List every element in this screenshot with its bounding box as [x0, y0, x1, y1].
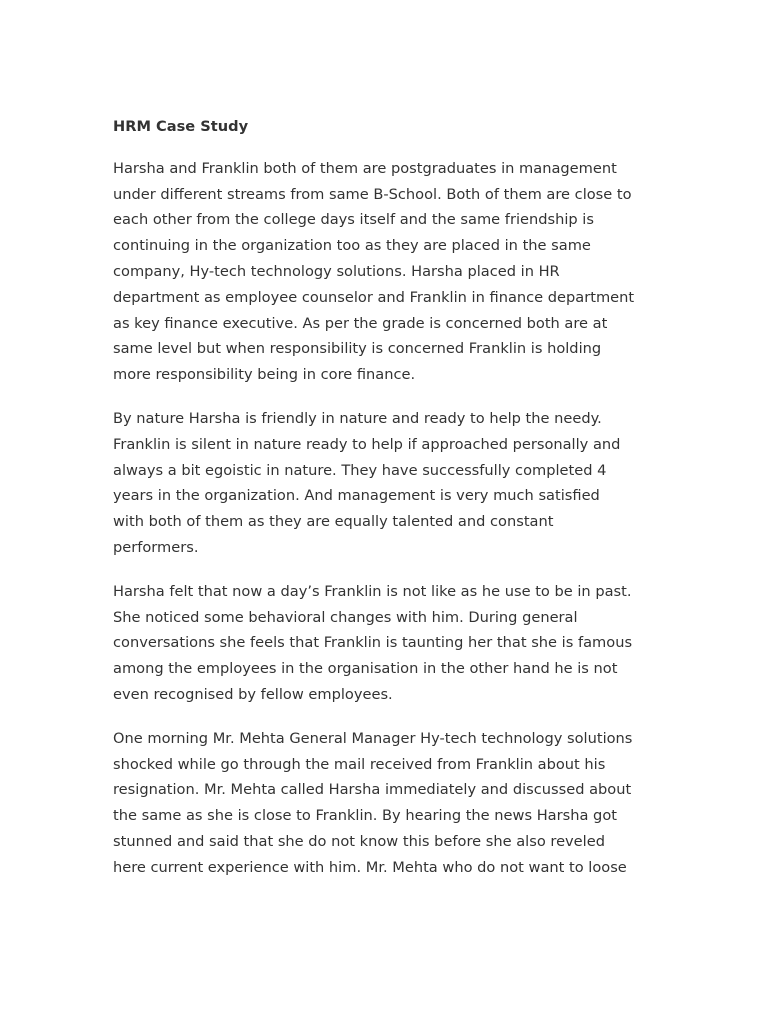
paragraph-line: shocked while go through the mail received from Franklin about his: [113, 755, 606, 773]
paragraph-line: conversations she feels that Franklin is taunting her that she is famous: [113, 634, 633, 652]
paragraph-line: company, Hy-tech technology solutions. Harsha placed in HR: [113, 262, 560, 280]
paragraph-line: By nature Harsha is friendly in nature and ready to help the needy.: [113, 409, 602, 427]
paragraph-line: years in the organization. And management is very much satisfied: [113, 487, 600, 505]
paragraph-line: Harsha felt that now a day’s Franklin is not like as he use to be in past.: [113, 582, 632, 600]
document-body: [113, 114, 658, 899]
paragraph-3: [113, 579, 658, 708]
paragraph-line: the same as she is close to Franklin. By hearing the news Harsha got: [113, 807, 617, 825]
paragraph-line: She noticed some behavioral changes with him. During general: [113, 608, 578, 626]
paragraph-line: stunned and said that she do not know this before she also reveled: [113, 832, 605, 850]
paragraph-line: more responsibility being in core finance.: [113, 366, 416, 384]
paragraph-line: even recognised by fellow employees.: [113, 685, 393, 703]
document-title: HRM Case Study: [113, 118, 249, 135]
paragraph-line: One morning Mr. Mehta General Manager Hy-tech technology solutions: [113, 729, 633, 747]
paragraph-line: Franklin is silent in nature ready to help if approached personally and: [113, 435, 621, 453]
paragraph-line: each other from the college days itself and the same friendship is: [113, 211, 594, 229]
paragraph-line: performers.: [113, 538, 199, 556]
paragraph-line: here current experience with him. Mr. Mehta who do not want to loose: [113, 858, 627, 876]
paragraph-line: with both of them as they are equally talented and constant: [113, 513, 554, 531]
paragraph-line: continuing in the organization too as they are placed in the same: [113, 237, 591, 255]
paragraph-line: resignation. Mr. Mehta called Harsha immediately and discussed about: [113, 781, 632, 799]
paragraph-line: Harsha and Franklin both of them are postgraduates in management: [113, 159, 617, 177]
paragraph-2: [113, 406, 658, 561]
paragraph-line: same level but when responsibility is concerned Franklin is holding: [113, 340, 602, 358]
paragraph-line: department as employee counselor and Franklin in finance department: [113, 288, 635, 306]
paragraph-line: among the employees in the organisation in the other hand he is not: [113, 660, 618, 678]
paragraph-line: as key finance executive. As per the grade is concerned both are at: [113, 314, 608, 332]
paragraph-line: always a bit egoistic in nature. They have successfully completed 4: [113, 461, 607, 479]
paragraph-line: under different streams from same B-School. Both of them are close to: [113, 185, 632, 203]
paragraph-1: [113, 156, 658, 388]
paragraph-4: [113, 726, 658, 881]
